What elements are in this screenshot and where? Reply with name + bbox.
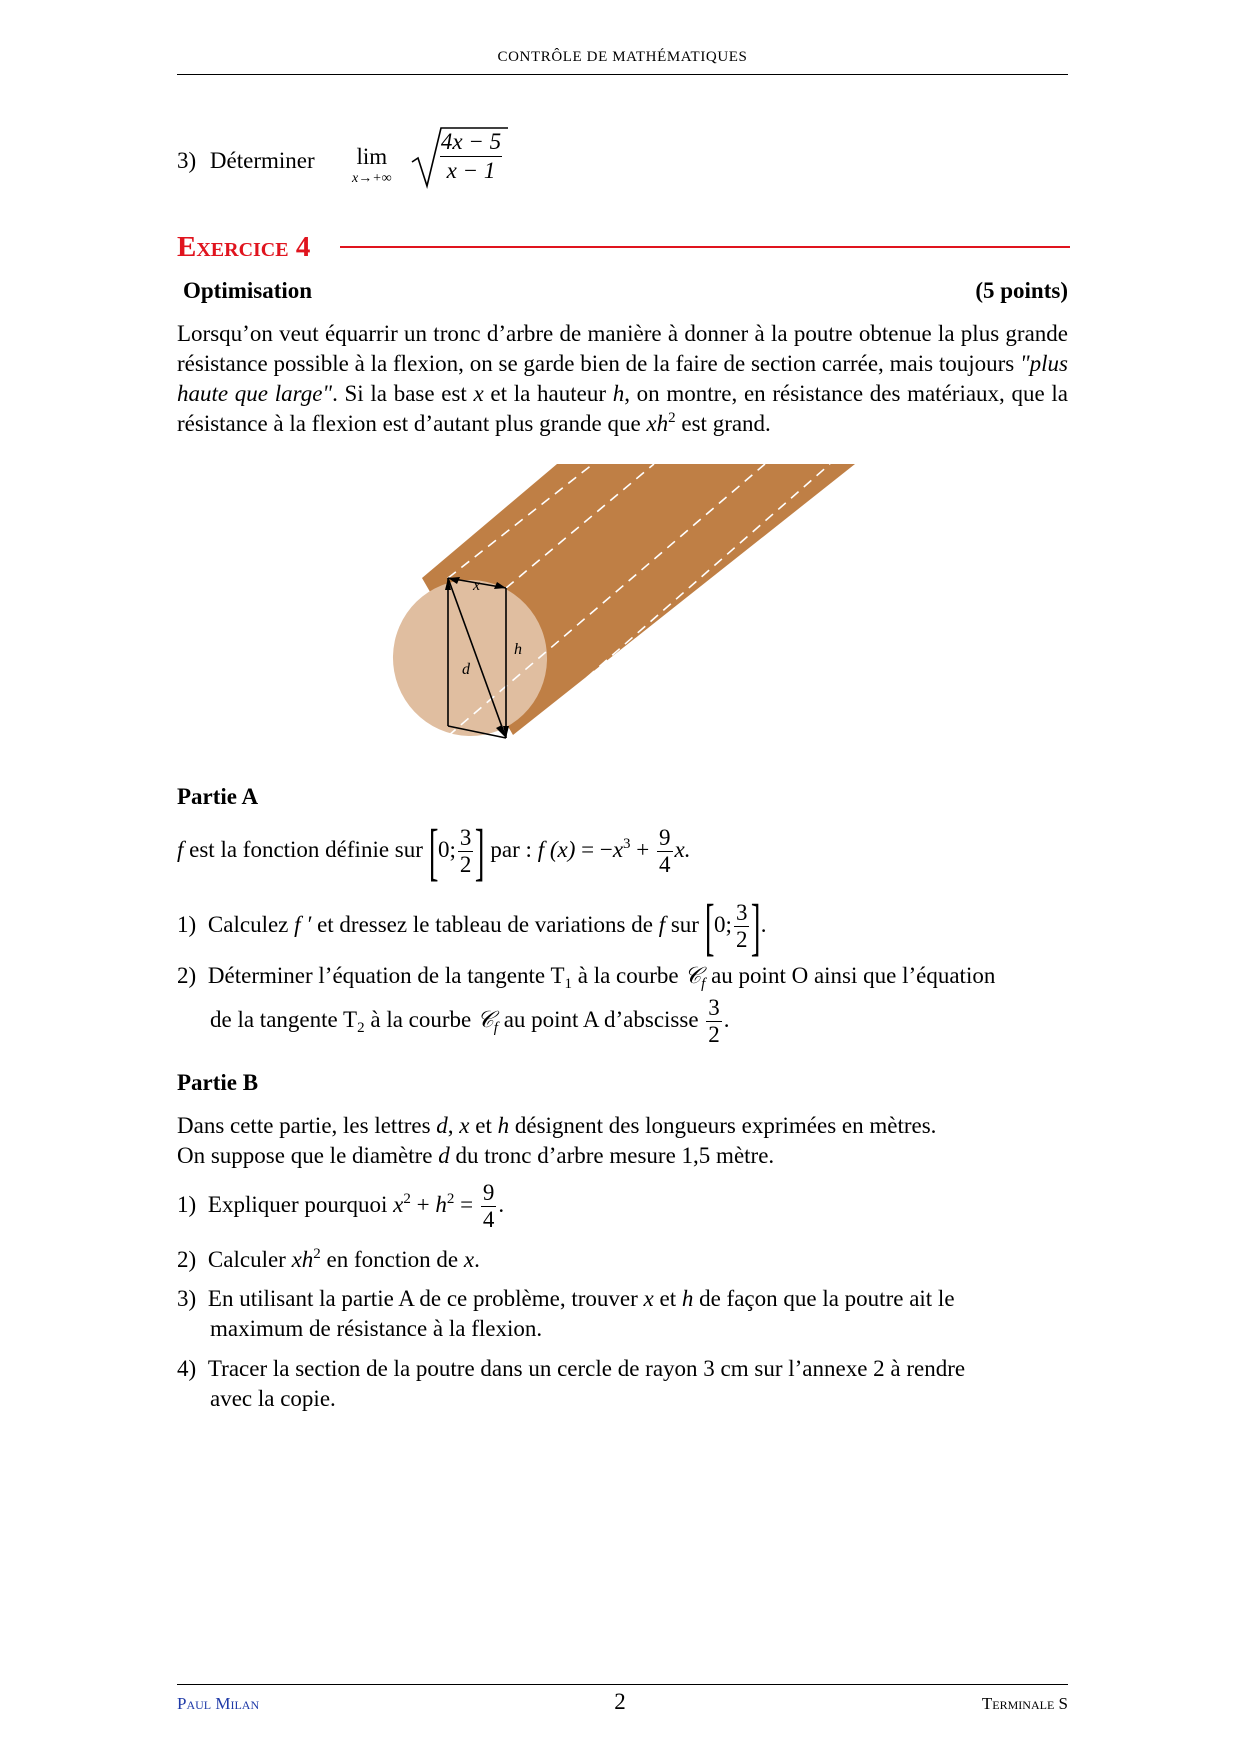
question-number: 1) <box>177 1192 197 1217</box>
part-b-question-3-line1 <box>177 1284 955 1314</box>
fraction-9-4 <box>657 825 673 878</box>
lim-text: lim <box>356 144 388 169</box>
part-b-question-2 <box>177 1245 480 1275</box>
page-header: CONTRÔLE DE MATHÉMATIQUES <box>497 49 748 65</box>
question-number: 2) <box>177 1247 197 1272</box>
punct: . <box>474 1247 480 1272</box>
intro-text: du tronc d’arbre mesure 1,5 mètre. <box>449 1143 775 1168</box>
limit-operator <box>352 146 392 190</box>
exponent: 3 <box>623 836 631 852</box>
question-text: à la courbe <box>572 963 685 988</box>
fraction-3-2 <box>458 825 474 878</box>
part-b-title: Partie B <box>177 1070 259 1095</box>
exponent: 2 <box>313 1246 321 1262</box>
footer-author: Paul Milan <box>177 1694 260 1713</box>
label-x: x <box>473 577 481 594</box>
intro-text: On suppose que le diamètre <box>177 1143 439 1168</box>
numerator: 3 <box>459 825 472 851</box>
var-x: x <box>463 1247 475 1272</box>
punct: , <box>447 1113 460 1138</box>
intro-text: . Si la base est <box>332 381 474 406</box>
var-x: x. <box>674 837 691 862</box>
part-b-question-1: 1) Expliquer pourquoi $x^2 + h^2$ = $\frac{9}{4}$ . <box>177 1180 505 1233</box>
numerator: 9 <box>659 825 671 851</box>
part-b-question-4-line2: avec la copie. <box>210 1386 336 1411</box>
part-a-title: Partie A <box>177 784 259 809</box>
var-x: x <box>612 837 624 862</box>
subscript: 1 <box>564 976 572 992</box>
exponent: 2 <box>446 1191 455 1207</box>
var-h: h <box>435 1192 447 1217</box>
question-number: 4) <box>177 1356 197 1381</box>
fraction-9-4 <box>481 1180 497 1233</box>
question-text: Calculez <box>207 912 295 937</box>
question-text: et dressez le tableau de variations de <box>311 912 659 937</box>
numerator: 3 <box>708 995 720 1021</box>
part-b-question-4-line1 <box>177 1354 965 1384</box>
var-d: d <box>436 1113 448 1138</box>
var-x: x <box>393 1192 404 1217</box>
question-text: Tracer la section de la poutre dans un cercle de rayon 3 cm sur l’annexe 2 à rendre <box>207 1356 966 1381</box>
exponent: 2 <box>403 1191 411 1207</box>
intro-text: et <box>469 1113 498 1138</box>
var-h: h <box>497 1113 510 1138</box>
question-number: 2) <box>177 963 197 988</box>
part-a-definition <box>177 815 691 887</box>
question-number: 1) <box>177 912 197 937</box>
question-text: Expliquer pourquoi <box>207 1192 394 1217</box>
plus: + <box>630 837 656 862</box>
left-bracket: [ <box>428 815 439 887</box>
question-text: à la courbe <box>364 1007 477 1032</box>
exercise-subtitle: Optimisation <box>183 278 313 303</box>
var-h: h <box>612 381 625 406</box>
exercise-intro <box>177 319 1068 439</box>
denominator: 4 <box>659 852 671 878</box>
intro-text: désignent des longueurs exprimées en mètres. <box>509 1113 937 1138</box>
def-text: par : <box>484 837 538 862</box>
equals: = − <box>575 837 613 862</box>
var-f-prime: f ′ <box>294 912 312 937</box>
right-bracket: ] <box>751 890 761 962</box>
var-x: x <box>473 381 484 406</box>
question-text: En utilisant la partie A de ce problème, trouver <box>207 1286 644 1311</box>
question-text: et <box>653 1286 682 1311</box>
var-f: f <box>177 837 184 862</box>
curve-symbol: 𝒞 <box>477 1007 494 1033</box>
curve-symbol: 𝒞 <box>684 963 702 989</box>
numerator: 9 <box>482 1180 495 1206</box>
interval-start: 0; <box>437 837 456 862</box>
part-a-question-2-line1 <box>177 961 995 991</box>
right-bracket: ] <box>475 815 485 887</box>
var-x: x <box>459 1113 470 1138</box>
part-a-question-1: 1) Calculez f ′ et dressez le tableau de variations de f sur [0; $\frac{3}{2}$ ]. <box>177 890 767 962</box>
intro-text: , on montre, en résistance des matériaux, que la résistance à la flexion est d’autant plus grande que <box>177 381 1068 436</box>
var-d: d <box>438 1143 450 1168</box>
plus: + <box>410 1192 436 1217</box>
denominator: 2 <box>735 927 748 953</box>
intro-quote: "plus haute que large" <box>177 351 1068 406</box>
prev-question-3 <box>177 146 315 176</box>
exercise-title-rule <box>340 246 1070 248</box>
fraction-3-2 <box>734 900 750 953</box>
var-x: x <box>643 1286 654 1311</box>
fraction-denominator: x − 1 <box>440 156 502 185</box>
footer-rule <box>177 1684 1068 1685</box>
footer-class: Terminale S <box>981 1694 1068 1713</box>
footer-page-number: 2 <box>614 1689 626 1714</box>
question-text: de façon que la poutre ait le <box>693 1286 955 1311</box>
subscript: f <box>493 1020 498 1036</box>
var-h: h <box>681 1286 694 1311</box>
var-xh: xh <box>291 1247 314 1272</box>
question-text: Déterminer <box>209 148 315 173</box>
question-text: en fonction de <box>320 1247 464 1272</box>
lim-subscript: x→+∞ <box>352 171 392 186</box>
denominator: 2 <box>459 852 472 878</box>
part-a-question-2-line2: de la tangente $T_2$ à la courbe 𝒞$_f$ au point A d’abscisse $\frac{3}{2}$ . <box>210 995 730 1048</box>
intro-text: est grand. <box>675 411 771 436</box>
subscript: 2 <box>357 1020 365 1036</box>
trunk-figure <box>390 460 870 750</box>
label-h: h <box>514 641 522 658</box>
subscript: f <box>701 976 706 992</box>
question-text: Calculer <box>207 1247 292 1272</box>
part-b-intro-2 <box>177 1141 774 1171</box>
question-text: au point O ainsi que l’équation <box>705 963 996 988</box>
part-b-intro-1 <box>177 1111 936 1141</box>
interval-start: 0; <box>714 912 732 937</box>
numerator: 3 <box>735 900 748 926</box>
sqrt-fraction <box>440 128 502 185</box>
question-text: de la tangente T <box>210 1007 358 1032</box>
header-rule <box>177 74 1068 75</box>
question-text: Déterminer l’équation de la tangente T <box>207 963 565 988</box>
intro-text: Dans cette partie, les lettres <box>177 1113 437 1138</box>
exponent: 2 <box>668 410 676 426</box>
var-xh: xh <box>646 411 669 436</box>
equals: = <box>454 1192 479 1217</box>
part-b-question-3-line2: maximum de résistance à la flexion. <box>210 1316 543 1341</box>
question-number: 3) <box>177 1286 197 1311</box>
left-bracket: [ <box>704 890 715 962</box>
denominator: 4 <box>482 1207 495 1233</box>
def-text: est la fonction définie sur <box>183 837 429 862</box>
exercise-title: Exercice 4 <box>177 231 311 263</box>
intro-text: Lorsqu’on veut équarrir un tronc d’arbre de manière à donner à la poutre obtenue la plus grande résistance possible à la flexion, on se garde bien de la faire de section carrée, mais toujours <box>177 321 1068 376</box>
exercise-points: (5 points) <box>975 278 1068 303</box>
var-f: f <box>658 912 666 937</box>
intro-text: et la hauteur <box>483 381 613 406</box>
question-number: 3) <box>177 148 197 173</box>
label-d: d <box>462 661 470 678</box>
fraction-3-2 <box>706 995 722 1048</box>
question-text: au point A d’abscisse <box>497 1007 705 1032</box>
question-text: sur <box>665 912 705 937</box>
fx: f (x) <box>537 837 576 862</box>
denominator: 2 <box>708 1022 720 1048</box>
limit-expression <box>352 146 392 190</box>
fraction-numerator: 4x − 5 <box>440 129 502 154</box>
